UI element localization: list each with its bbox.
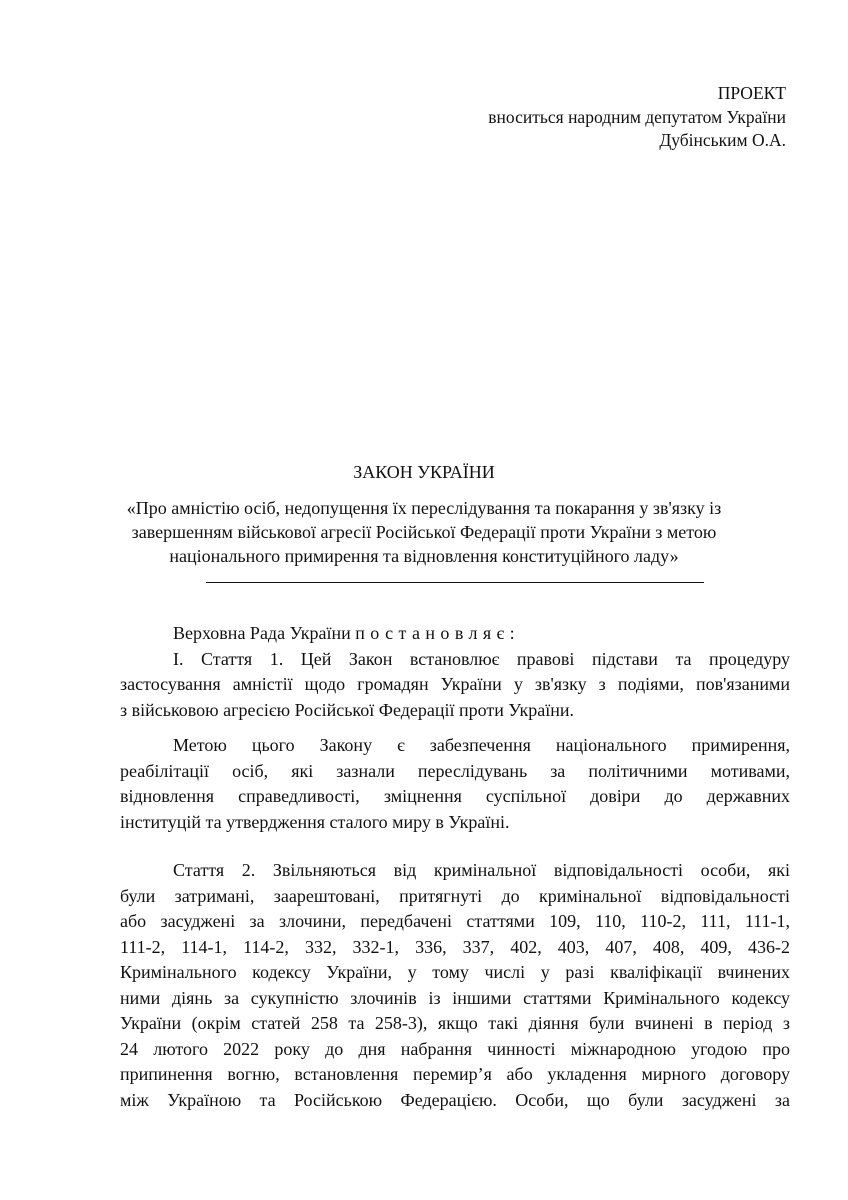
draft-header bbox=[488, 82, 786, 153]
purpose-line: реабілітації осіб, які зазнали переслідувань за політичними мотивами, bbox=[120, 760, 790, 781]
article-2-line: України (окрім статей 258 та 258-3), якщо такі діяння були вчинені в період з bbox=[120, 1013, 790, 1033]
article-2-line: 111-2, 114-1, 114-2, 332, 332-1, 336, 337, 402, 403, 407, 408, 409, 436-2 bbox=[120, 936, 790, 957]
subtitle-line: завершенням військової агресії Російської Федерації проти України з метою bbox=[131, 522, 717, 542]
article-1-line: з військовою агресією Російської Федерації проти України. bbox=[120, 699, 575, 720]
law-title: ЗАКОН УКРАЇНИ bbox=[353, 462, 495, 482]
purpose-paragraph bbox=[120, 733, 790, 835]
article-2-line: були затримані, заарештовані, притягнуті до кримінальної відповідальності bbox=[120, 885, 790, 906]
article-2-line: Кримінального кодексу України, у тому числі у разі кваліфікації вчинених bbox=[120, 962, 790, 982]
purpose-line: відновлення справедливості, зміцнення суспільної довіри до державних bbox=[120, 786, 790, 806]
preamble-spaced-word: постановляє: bbox=[355, 623, 521, 643]
article-2 bbox=[120, 858, 790, 1113]
law-body bbox=[120, 621, 790, 1113]
submitted-by: вноситься народним депутатом України bbox=[488, 106, 786, 127]
subtitle-line: «Про амністію осіб, недопущення їх переслідування та покарання у зв'язку із bbox=[126, 498, 722, 518]
preamble-line bbox=[120, 621, 790, 647]
preamble bbox=[120, 621, 790, 647]
purpose-line: Метою цього Закону є забезпечення національного примирення, bbox=[173, 735, 790, 755]
article-2-line: 24 лютого 2022 року до дня набрання чинності міжнародною угодою про bbox=[120, 1038, 790, 1059]
article-2-line: або засуджені за злочини, передбачені статтями 109, 110, 110-2, 111, 111-1, bbox=[120, 911, 790, 931]
author-name: Дубінським О.А. bbox=[659, 130, 786, 150]
article-2-line: Стаття 2. Звільняються від кримінальної відповідальності особи, які bbox=[173, 860, 790, 880]
article-1-line: I. Стаття 1. Цей Закон встановлює правові підстави та процедуру bbox=[173, 648, 790, 669]
article-1 bbox=[120, 647, 790, 724]
article-1-line: застосування амністії щодо громадян України у зв'язку з подіями, пов'язаними bbox=[120, 674, 790, 694]
article-2-line: припинення вогню, встановлення перемир’я або укладення мирного договору bbox=[120, 1064, 790, 1084]
title-divider bbox=[206, 582, 704, 583]
article-2-line: між Україною та Російською Федерацією. Особи, що були засуджені за bbox=[120, 1089, 790, 1110]
draft-label: ПРОЕКТ bbox=[717, 83, 786, 103]
preamble-prefix: Верховна Рада України bbox=[173, 623, 356, 643]
article-2-line: ними діянь за сукупністю злочинів із іншими статтями Кримінального кодексу bbox=[120, 987, 790, 1008]
purpose-line: інституцій та утвердження сталого миру в Україні. bbox=[120, 811, 510, 832]
subtitle-line: національного примирення та відновлення конституційного ладу» bbox=[169, 546, 679, 566]
law-subtitle bbox=[60, 496, 788, 568]
